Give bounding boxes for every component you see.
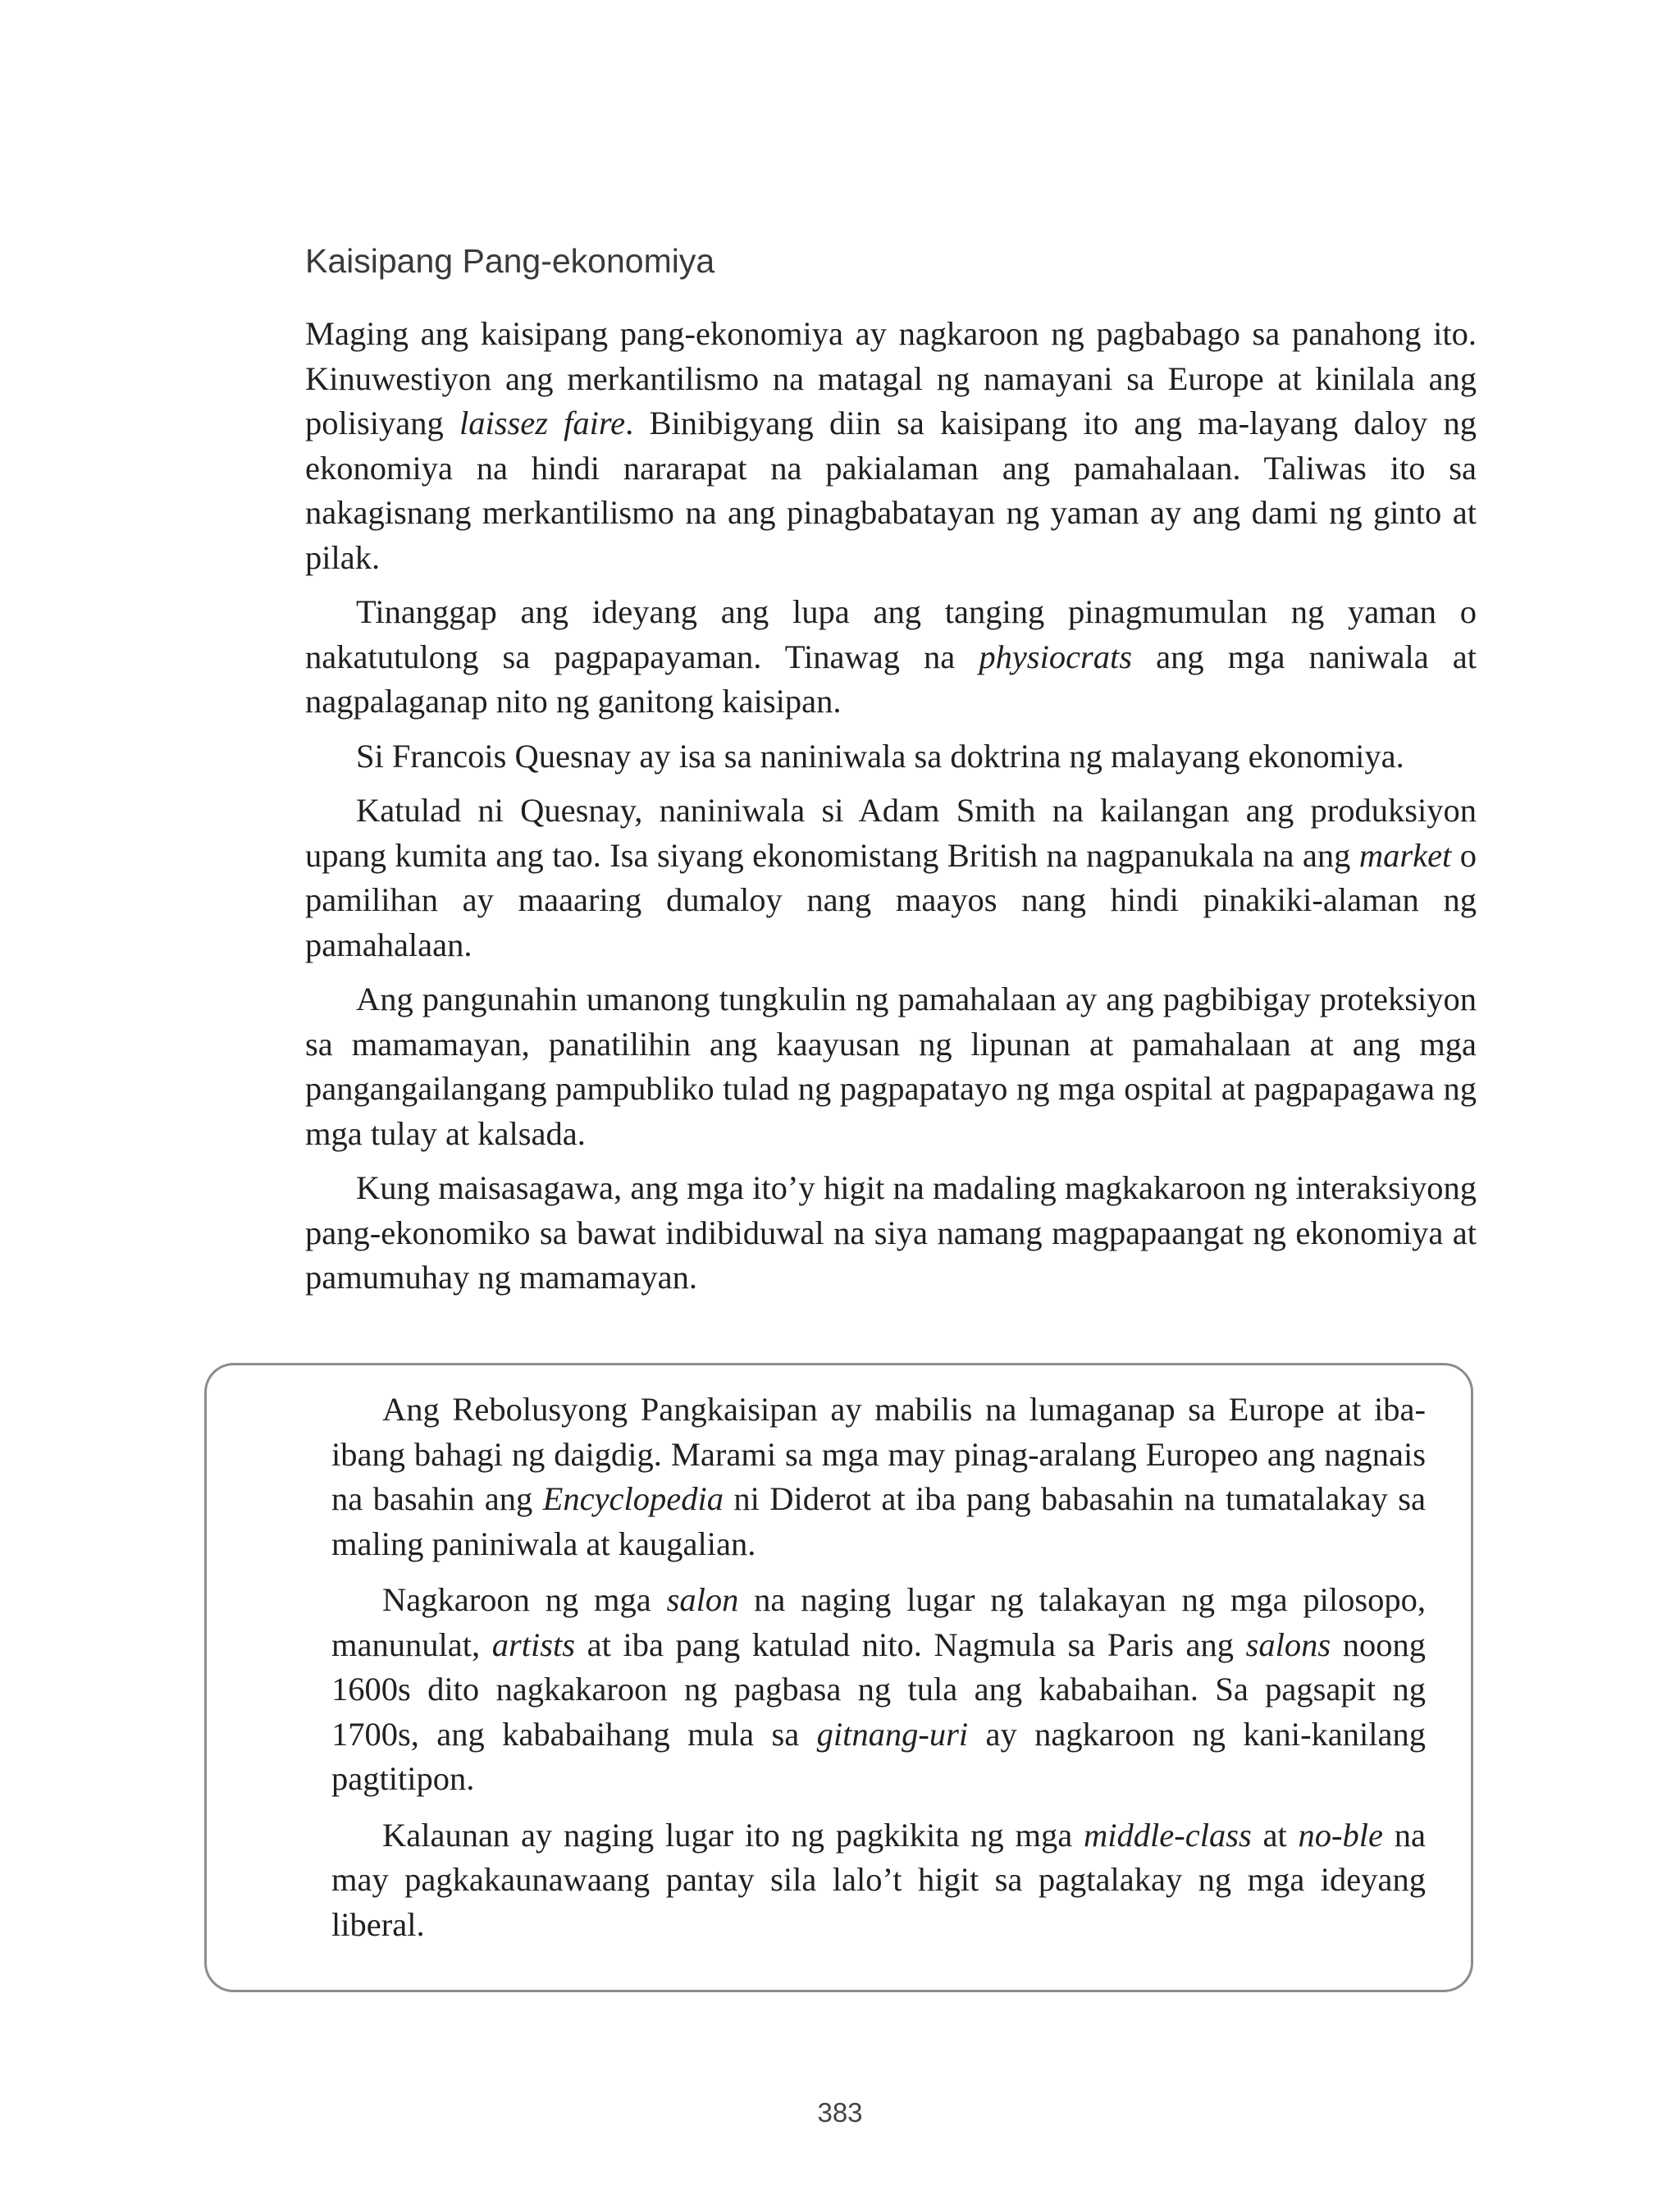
box-paragraph-3: Kalaunan ay naging lugar ito ng pagkikita ng mga middle-class at no-ble na may pagkakaunawaang pantay sila lalo’t higit sa pagtalakay ng mga ideyang liberal. bbox=[331, 1816, 1426, 1943]
term-artists: artists bbox=[491, 1625, 575, 1663]
term-laissez-faire: laissez faire bbox=[459, 405, 626, 441]
paragraph-2: Tinanggap ang ideyang ang lupa ang tanging pinagmumulan ng yaman o nakatutulong sa pagpapayaman. Tinawag na physiocrats ang mga naniwala at nagpalaganap nito ng ganitong kaisipan. bbox=[305, 593, 1477, 720]
term-salon: salon bbox=[666, 1581, 739, 1618]
term-market: market bbox=[1358, 836, 1452, 874]
paragraph-4: Katulad ni Quesnay, naniniwala si Adam Smith na kailangan ang produksiyon upang kumita ang tao. Isa siyang ekonomistang British na nagpanukala na ang market o pamilihan ay maaaring dumaloy nang maayos nang hindi pinakiki-alaman ng pamahalaan. bbox=[305, 792, 1477, 963]
term-noble: no-ble bbox=[1298, 1816, 1383, 1854]
info-box-text bbox=[331, 1388, 1426, 1959]
term-middle-class: middle-class bbox=[1084, 1816, 1252, 1854]
box-paragraph-2: Nagkaroon ng mga salon na naging lugar ng talakayan ng mga pilosopo, manunulat, artists at iba pang katulad nito. Nagmula sa Paris ang salons noong 1600s dito nagkakaroon ng pagbasa ng tula ang kababaihan. Sa pagsapit ng 1700s, ang kababaihang mula sa gitnang-uri ay nagkaroon ng kani-kanilang pagtitipon. bbox=[331, 1581, 1427, 1797]
paragraph-3: Si Francois Quesnay ay isa sa naniniwala sa doktrina ng malayang ekonomiya. bbox=[356, 737, 1404, 775]
main-body bbox=[305, 312, 1477, 1310]
page-number: 383 bbox=[817, 2097, 863, 2128]
paragraph-5: Ang pangunahin umanong tungkulin ng pamahalaan ay ang pagbibigay proteksiyon sa mamamayan, panatilihin ang kaayusan ng lipunan at pamahalaan at ang mga pangangailangang pampubliko tulad ng pagpapatayo ng mga ospital at pagpapagawa ng mga tulay at kalsada. bbox=[305, 981, 1477, 1152]
section-heading: Kaisipang Pang-ekonomiya bbox=[305, 242, 715, 280]
box-paragraph-1: Ang Rebolusyong Pangkaisipan ay mabilis na lumaganap sa Europe at iba-ibang bahagi ng daigdig. Marami sa mga may pinag-aralang Europeo ang nagnais na basahin ang Encyclopedia ni Diderot at iba pang babasahin na tumatalakay sa maling paniniwala at kaugalian. bbox=[331, 1391, 1426, 1562]
term-gitnang-uri: gitnang-uri bbox=[816, 1715, 969, 1753]
term-physiocrats: physiocrats bbox=[979, 638, 1133, 675]
term-salons: salons bbox=[1245, 1625, 1331, 1663]
term-encyclopedia: Encyclopedia bbox=[542, 1480, 724, 1517]
paragraph-1: Maging ang kaisipang pang-ekonomiya ay nagkaroon ng pagbabago sa panahong ito. Kinuwestiyon ang merkantilismo na matagal ng namayani sa Europe at kinilala ang polisiyang laissez faire. Binibigyang diin sa kaisipang ito ang ma-layang daloy ng ekonomiya na hindi nararapat na pakialaman ang pamahalaan. Taliwas ito sa nakagisnang merkantilismo na ang pinagbabatayan ng yaman ay ang dami ng ginto at pilak. bbox=[305, 315, 1477, 576]
paragraph-6: Kung maisasagawa, ang mga ito’y higit na madaling magkakaroon ng interaksiyong pang-ekonomiko sa bawat indibiduwal na siya namang magpapaangat ng ekonomiya at pamumuhay ng mamamayan. bbox=[305, 1169, 1477, 1296]
